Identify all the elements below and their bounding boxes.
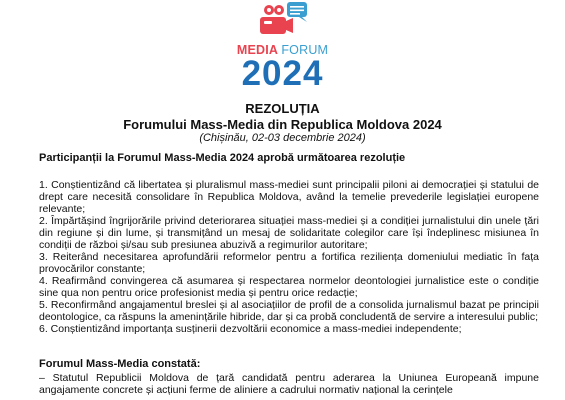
brand-forum-text: FORUM <box>281 43 329 57</box>
document-subtitle: Forumului Mass-Media din Republica Moldova 2024 <box>123 117 442 132</box>
camera-chat-logo-icon <box>243 0 325 44</box>
document-date: (Chișinău, 02-03 decembrie 2024) <box>199 132 366 144</box>
constata-item-1: – Statutul Republicii Moldova de țară candidată pentru aderarea la Uniunea Europeană impune angajamente concrete și acțiuni ferme de aliniere a cadrului normativ național la cerințele <box>39 372 539 396</box>
resolution-item-1: 1. Conștientizând că libertatea și pluralismul mass-mediei sunt principalii piloni ai democrației și statului de drept care necesită consolidare în Republica Moldova, având la temelie prevederile legislației europene relevante; <box>39 179 539 215</box>
document-title: REZOLUȚIA <box>245 101 320 116</box>
constata-heading: Forumul Mass-Media constată: <box>39 358 201 370</box>
resolution-item-2: 2. Împărtășind îngrijorările privind deteriorarea situației mass-mediei și a condiției jurnalistului din unele țări din regiune și din lume, și transmițând un mesaj de solidaritate colegilor care își îndeplinesc misiunea în condiții de război și/sau sub presiunea abuzivă a regimurilor autoritare; <box>39 215 539 251</box>
intro-paragraph: Participanții la Forumul Mass-Media 2024 aprobă următoarea rezoluție <box>39 152 406 164</box>
brand-year-text: 2024 <box>241 54 324 93</box>
resolution-item-4: 4. Reafirmând convingerea că asumarea și respectarea normelor deontologiei jurnalistice este o condiție sine qua non pentru orice profesionist media și pentru orice redacție; <box>39 275 539 299</box>
brand-media-text: MEDIA <box>236 43 278 57</box>
resolution-item-6: 6. Conștientizând importanța susținerii dezvoltării economice a mass-mediei independente; <box>39 323 462 335</box>
resolution-item-3: 3. Reiterând necesitarea aprofundării reformelor pentru a fortifica reziliența domeniului mediatic în fața provocărilor constante; <box>39 251 539 275</box>
media-forum-logo <box>0 0 565 96</box>
resolution-items <box>39 179 539 335</box>
resolution-item-5: 5. Reconfirmând angajamentul breslei și al asociațiilor de profil de a consolida jurnalismul bazat pe principii deontologice, ca răspuns la amenințările hibride, dar și ca probă concludentă de servire a interesului public; <box>39 299 539 323</box>
